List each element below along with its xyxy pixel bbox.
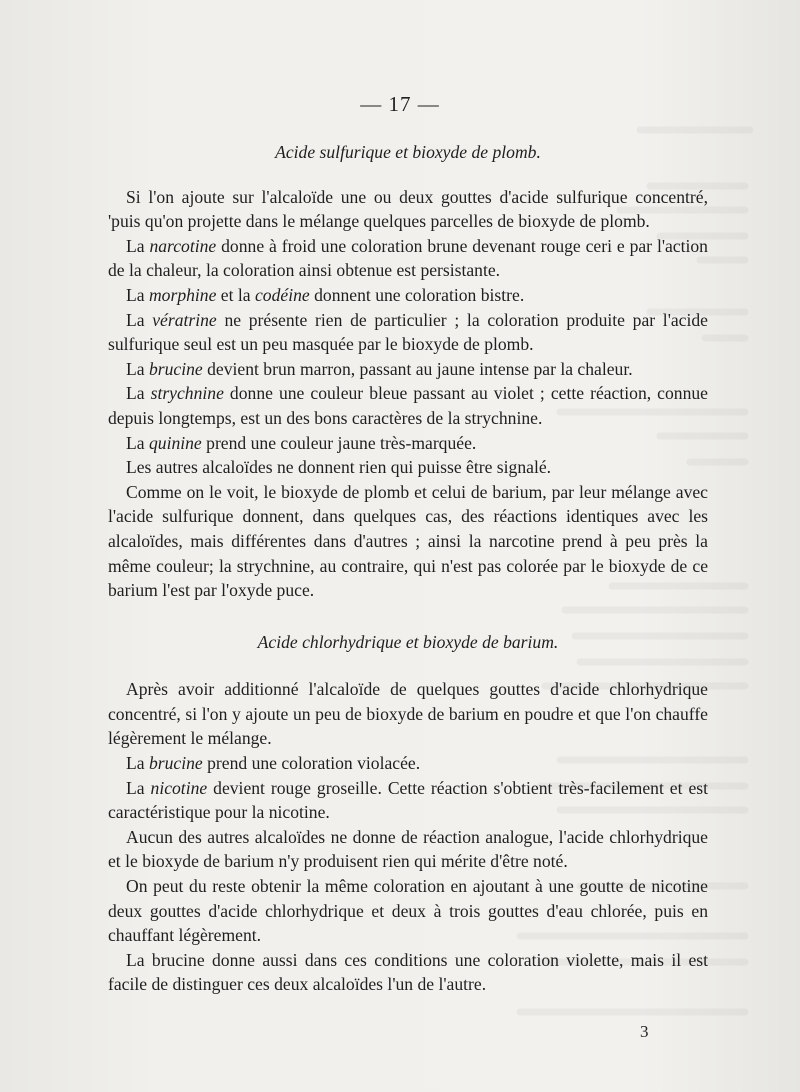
page-number: — 17 — [360,92,440,116]
text-run: La brucine donne aussi dans ces conditions une coloration violette, mais il est facile de distinguer ces deux alcaloïdes l'un de l'autre. [108,949,708,995]
text-run: La [126,235,150,256]
paragraph [108,381,708,430]
text-run: prend une couleur jaune très-marquée. [201,432,477,453]
text-run: ne présente rien de particulier ; la coloration produite par l'acide sulfurique seul est un peu masquée par le bioxyde de plomb. [108,309,708,355]
text-run: prend une coloration violacée. [202,753,421,774]
paragraph [108,874,708,948]
text-run: Aucun des autres alcaloïdes ne donne de réaction analogue, l'acide chlorhydrique et le bioxyde de barium n'y produisent rien qui mérite d'être noté. [108,826,708,872]
section-sulfurique-paragraphs [108,185,708,603]
paragraph [108,948,708,997]
paragraph [108,185,708,234]
section-chlorhydrique-paragraphs [108,677,708,997]
text-run: donne une couleur bleue passant au violet ; cette réaction, connue depuis longtemps, est un des bons caractères de la strychnine. [108,383,708,428]
text-run: Après avoir additionné l'alcaloïde de quelques gouttes d'acide chlorhydrique concentré, si l'on y ajoute un peu de bioxyde de barium en poudre et que l'on chauffe légèrement le mélange. [108,679,708,749]
text-run: La [126,777,151,798]
text-run: La [126,284,149,305]
alkaloid-name: narcotine [149,235,217,256]
paragraph [108,431,708,456]
text-run: donnent une coloration bistre. [309,284,525,305]
alkaloid-name: brucine [148,358,203,379]
alkaloid-name: morphine [148,284,217,305]
text-run: devient rouge groseille. Cette réaction s'obtient très-facilement et est caractéristique pour la nicotine. [108,777,708,823]
paragraph [108,776,708,825]
section-heading-sulfurique: Acide sulfurique et bioxyde de plomb. [275,142,541,162]
text-run: Les autres alcaloïdes ne donnent rien qui puisse être signalé. [126,457,552,478]
paragraph [108,677,708,751]
paragraph [108,825,708,874]
text-run: Si l'on ajoute sur l'alcaloïde une ou deux gouttes d'acide sulfurique concentré, 'puis qu'on projette dans le mélange quelques parcelles de bioxyde de plomb. [108,186,708,232]
signature-mark: 3 [640,1022,649,1041]
text-run: donne à froid une coloration brune devenant rouge ceri e par l'action de la chaleur, la coloration ainsi obtenue est persistante. [108,235,708,281]
alkaloid-name: nicotine [150,777,208,798]
text-run: La [126,432,149,453]
text-run: La [126,383,151,404]
alkaloid-name: strychnine [150,383,224,404]
alkaloid-name: brucine [148,753,203,774]
paragraph [108,283,708,308]
paragraph [108,308,708,357]
paragraph [108,480,708,603]
text-run: La [126,358,149,379]
text-run: La [126,753,149,774]
paragraph [108,751,708,776]
text-run: La [126,309,153,330]
body-text [108,140,708,997]
text-run: et la [216,284,255,305]
alkaloid-name: vératrine [152,309,217,330]
alkaloid-name: quinine [148,432,202,453]
text-run: Comme on le voit, le bioxyde de plomb et celui de barium, par leur mélange avec l'acide sulfurique donnent, dans quelques cas, des réactions identiques avec les alcaloïdes, mais différentes dans d'autres ; ainsi la narcotine prend à peu près la même couleur; la strychnine, au contraire, qui n'est pas colorée par le bioxyde de ce barium l'est par l'oxyde puce. [108,481,708,601]
section-heading-chlorhydrique: Acide chlorhydrique et bioxyde de barium. [257,631,559,652]
text-run: devient brun marron, passant au jaune intense par la chaleur. [202,358,633,379]
text-run: On peut du reste obtenir la même coloration en ajoutant à une goutte de nicotine deux gouttes d'acide chlorhydrique et deux à trois gouttes d'eau chlorée, puis en chauffant légèrement. [108,876,708,946]
paragraph [108,455,708,480]
paragraph [108,357,708,382]
paragraph [108,234,708,283]
alkaloid-name: codéine [255,284,310,305]
